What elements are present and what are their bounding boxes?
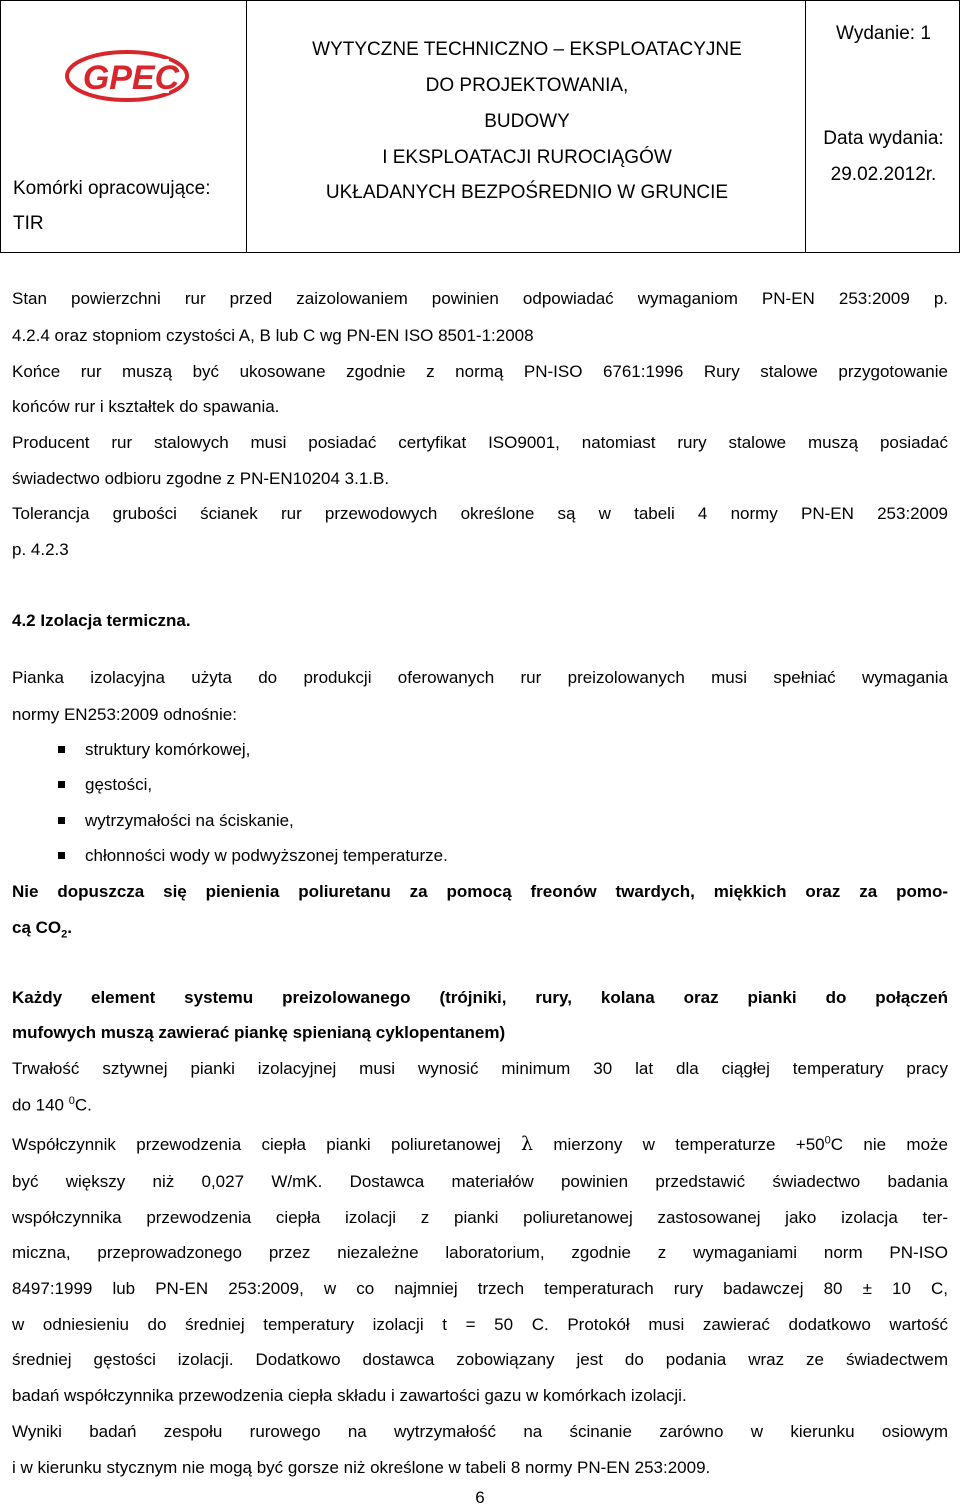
coefficient-line: 8497:1999 lub PN-EN 253:2009, w co najmniej trzech temperaturach rury badawczej 80 ± 10 C, xyxy=(12,1279,948,1298)
foam-line: normy EN253:2009 odnośnie: xyxy=(12,705,237,724)
bullet-icon xyxy=(58,852,65,859)
body-line: p. 4.2.3 xyxy=(12,540,69,559)
coef-text-c: C nie może xyxy=(830,1135,948,1154)
bullet-icon xyxy=(58,817,65,824)
title-line-4: I EKSPLOATACJI RUROCIĄGÓW xyxy=(382,147,672,168)
bullet-item: wytrzymałości na ściskanie, xyxy=(85,811,294,830)
co2-subscript: 2 xyxy=(61,928,68,941)
coefficient-line: średniej gęstości izolacji. Dodatkowo dostawca zobowiązany jest do podania wraz ze świadectwem xyxy=(12,1350,948,1369)
coefficient-line: w odniesieniu do średniej temperatury izolacji t = 50 C. Protokół musi zawierać dodatkowo wartość xyxy=(12,1315,948,1334)
lambda-symbol: λ xyxy=(520,1133,534,1155)
durability-line: Trwałość sztywnej pianki izolacyjnej musi wynosić minimum 30 lat dla ciągłej temperatury pracy xyxy=(12,1059,948,1078)
document-header xyxy=(0,0,960,255)
coefficient-line-1 xyxy=(12,1133,948,1155)
degree-sup: 0 xyxy=(68,1095,75,1107)
results-line: Wyniki badań zespołu rurowego na wytrzymałość na ścinanie zarówno w kierunku osiowym xyxy=(12,1422,948,1441)
body-line: końców rur i kształtek do spawania. xyxy=(12,397,280,416)
body-line: Tolerancja grubości ścianek rur przewodowych określone są w tabeli 4 normy PN-EN 253:2009 xyxy=(12,504,948,523)
cells-value: TIR xyxy=(13,213,44,234)
bold-statement-end xyxy=(12,918,72,940)
bullet-item: gęstości, xyxy=(85,775,153,794)
date-label: Data wydania: xyxy=(823,128,944,149)
header-title-cell xyxy=(246,0,806,253)
coefficient-line-last: badań współczynnika przewodzenia ciepła składu i zawartości gazu w komórkach izolacji. xyxy=(12,1386,687,1405)
cells-label: Komórki opracowujące: xyxy=(13,178,211,199)
coefficient-line: miczna, przeprowadzonego przez niezależne laboratorium, zgodnie z wymaganiami norm PN-ISO xyxy=(12,1243,948,1262)
bold-statement: Nie dopuszcza się pienienia poliuretanu za pomocą freonów twardych, miękkich oraz za pomo- xyxy=(12,882,948,901)
bold-paragraph-line: mufowych muszą zawierać piankę spienianą cyklopentanem) xyxy=(12,1023,506,1042)
bullet-item: struktury komórkowej, xyxy=(85,740,251,759)
coef-text-b: mierzony w temperaturze +50 xyxy=(533,1135,825,1154)
gpec-logo xyxy=(61,45,201,105)
foam-line: Pianka izolacyjna użyta do produkcji oferowanych rur preizolowanych musi spełniać wymagania xyxy=(12,668,948,687)
degree-sup: 0 xyxy=(824,1134,831,1147)
title-line-5: UKŁADANYCH BEZPOŚREDNIO W GRUNCIE xyxy=(325,182,729,203)
durability-line-2 xyxy=(12,1095,92,1116)
title-line-1: WYTYCZNE TECHNICZNO – EKSPLOATACYJNE xyxy=(312,39,742,60)
title-line-3: BUDOWY xyxy=(484,111,570,132)
date-value: 29.02.2012r. xyxy=(830,164,937,185)
body-line: świadectwo odbioru zgodne z PN-EN10204 3.1.B. xyxy=(12,469,390,488)
bold-paragraph-line: Każdy element systemu preizolowanego (trójniki, rury, kolana oraz pianki do połączeń xyxy=(12,988,948,1007)
coef-text-a: Współczynnik przewodzenia ciepła pianki poliuretanowej xyxy=(12,1135,521,1154)
edition: Wydanie: 1 xyxy=(836,23,931,44)
header-logo-cell xyxy=(0,0,247,253)
logo-text: GPEC xyxy=(82,59,180,97)
body-line: Stan powierzchni rur przed zaizolowaniem powinien odpowiadać wymaganiom PN-EN 253:2009 p. xyxy=(12,289,948,308)
body-line: Końce rur muszą być ukosowane zgodnie z normą PN-ISO 6761:1996 Rury stalowe przygotowanie xyxy=(12,362,948,381)
section-heading: 4.2 Izolacja termiczna. xyxy=(12,611,191,630)
body-line: 4.2.4 oraz stopniom czystości A, B lub C wg PN-EN ISO 8501-1:2008 xyxy=(12,326,534,345)
coefficient-line: współczynnika przewodzenia ciepła izolacji z pianki poliuretanowej zastosowanej jako izolacja ter- xyxy=(12,1208,948,1227)
co2-text: cą CO xyxy=(12,918,62,937)
durability-text: do 140 xyxy=(12,1095,69,1115)
body-line: Producent rur stalowych musi posiadać certyfikat ISO9001, natomiast rury stalowe muszą posiadać xyxy=(12,433,948,452)
bullet-icon xyxy=(58,746,65,753)
coefficient-line: być większy niż 0,027 W/mK. Dostawca materiałów powinien przedstawić świadectwo badania xyxy=(12,1172,948,1191)
bullet-item: chłonności wody w podwyższonej temperaturze. xyxy=(85,846,448,865)
page-number: 6 xyxy=(475,1488,485,1507)
bullet-icon xyxy=(58,781,65,788)
title-line-2: DO PROJEKTOWANIA, xyxy=(425,75,629,96)
results-line: i w kierunku stycznym nie mogą być gorsze niż określone w tabeli 8 normy PN-EN 253:2009. xyxy=(12,1458,711,1477)
durability-unit: C. xyxy=(74,1095,92,1115)
co2-period: . xyxy=(67,918,72,937)
header-edition-cell xyxy=(805,0,960,253)
